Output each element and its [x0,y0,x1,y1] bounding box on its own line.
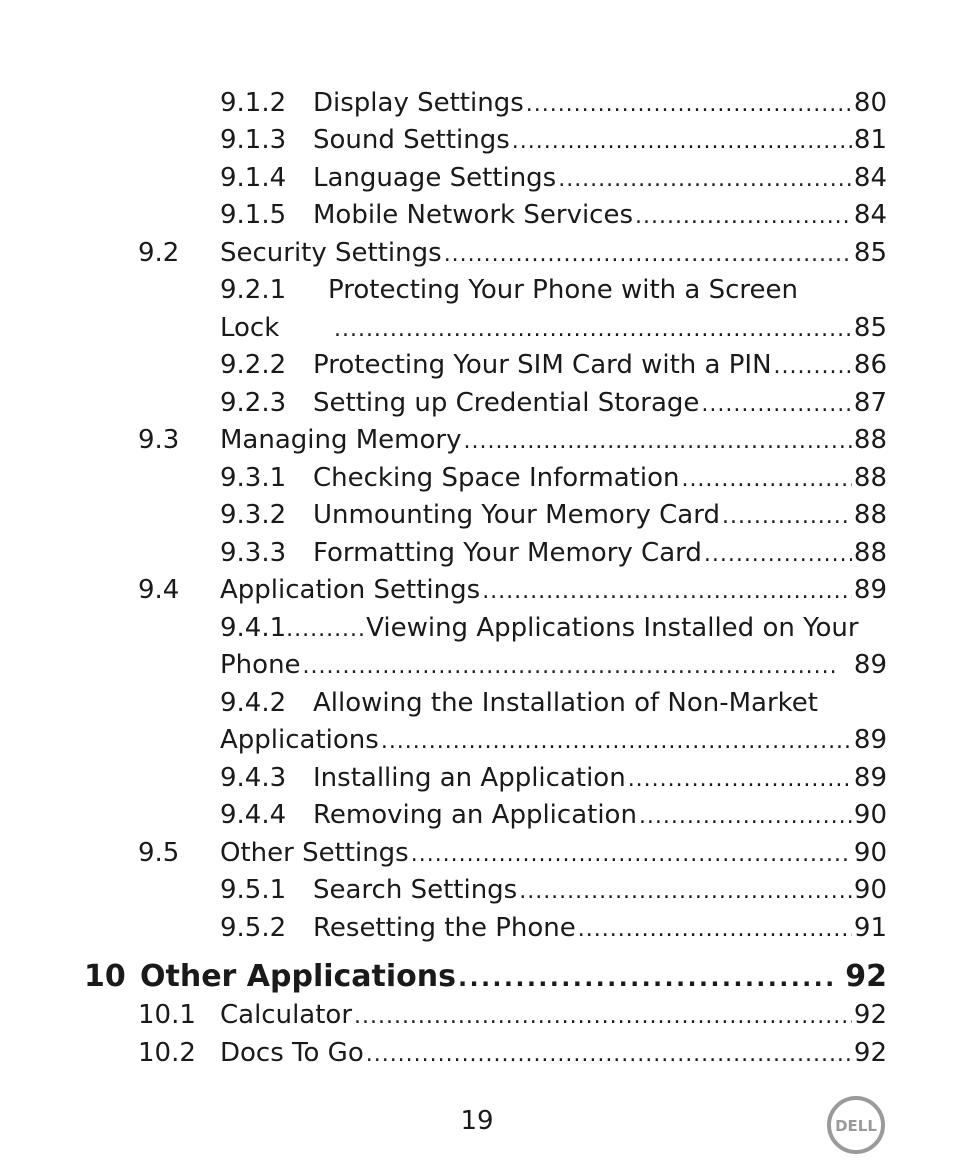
toc-entry-page: 92 [853,1038,887,1068]
toc-entry-number: 9.1.5 [220,200,287,230]
toc-entry-page: 89 [853,650,887,680]
toc-entry-10-1[interactable] [138,996,887,1034]
toc-entry-number: 9.1.3 [220,125,287,155]
toc-entry-9-1-3[interactable] [220,121,887,159]
toc-entry-number: 9.1.2 [220,88,287,118]
toc-entry-title: Checking Space Information [313,463,680,493]
toc-entry-page: 91 [853,913,887,943]
dell-logo-text: DELL [835,1117,877,1135]
toc-entry-number: 10.1 [138,1000,196,1030]
toc-entry-page: 85 [853,313,887,343]
toc-entry-title: Display Settings [313,88,524,118]
toc-entry-title: Search Settings [313,875,518,905]
toc-entry-title: Calculator [220,1000,353,1030]
toc-entry-number: 9.2.2 [220,350,287,380]
toc-dot-leader [411,834,852,874]
toc-entry-number: 9.2.1 [220,275,287,305]
toc-entry-page: 80 [853,88,887,118]
toc-entry-number: 9.4 [138,575,180,605]
toc-dot-leader [334,309,852,349]
toc-dot-leader [366,1034,852,1074]
dell-logo-icon [826,1095,886,1155]
toc-entry-9-4-1[interactable] [220,609,887,647]
toc-dot-leader [464,421,852,461]
toc-entry-page: 92 [853,1000,887,1030]
toc-entry-page: 86 [853,350,887,380]
toc-dot-leader [628,759,852,799]
toc-entry-number: 9.4.1 [220,613,287,643]
toc-dot-leader [526,84,852,124]
toc-dot-leader [704,534,852,574]
toc-entry-title: Viewing Applications Installed on Your [366,613,859,643]
toc-entry-title: Lock [220,313,280,343]
toc-entry-number: 9.5 [138,838,180,868]
toc-entry-number: 9.1.4 [220,163,287,193]
toc-dot-leader [639,796,852,836]
toc-entry-title: Managing Memory [220,425,462,455]
toc-entry-title: Resetting the Phone [313,913,576,943]
toc-dot-leader [512,121,852,161]
toc-chapter-10[interactable] [84,956,887,998]
toc-entry-page: 84 [853,163,887,193]
toc-entry-title: Formatting Your Memory Card [313,538,702,568]
toc-entry-9-1-4[interactable] [220,159,887,197]
toc-entry-9-5[interactable] [138,834,887,872]
toc-entry-9-2-3[interactable] [220,384,887,422]
toc-entry-title: Application Settings [220,575,481,605]
toc-entry-page: 87 [853,388,887,418]
toc-entry-9-4-2[interactable] [220,684,887,722]
toc-entry-9-4-4[interactable] [220,796,887,834]
toc-entry-page: 84 [853,200,887,230]
toc-entry-9-4-1-cont[interactable] [220,646,887,684]
toc-dot-leader [774,346,852,386]
toc-entry-number: 10.2 [138,1038,196,1068]
toc-dot-leader [354,996,852,1036]
toc-entry-page: 89 [853,575,887,605]
toc-entry-9-3[interactable] [138,421,887,459]
toc-dot-leader [635,196,852,236]
toc-entry-number: 9.2 [138,238,180,268]
toc-entry-page: 90 [853,838,887,868]
toc-entry-page: 90 [853,800,887,830]
toc-dot-leader [558,159,852,199]
toc-entry-page: 85 [853,238,887,268]
toc-entry-9-3-2[interactable] [220,496,887,534]
toc-entry-number: 9.5.1 [220,875,287,905]
toc-dot-leader [482,571,852,611]
toc-entry-title: Unmounting Your Memory Card [313,500,720,530]
toc-chapter-number: 10 [84,959,126,994]
toc-entry-page: 89 [853,763,887,793]
toc-entry-page: 88 [853,463,887,493]
toc-entry-title: Docs To Go [220,1038,364,1068]
toc-entry-page: 88 [853,500,887,530]
toc-dot-leader [722,496,852,536]
toc-entry-9-3-1[interactable] [220,459,887,497]
toc-entry-page: 88 [853,425,887,455]
toc-entry-9-3-3[interactable] [220,534,887,572]
toc-entry-number: 9.5.2 [220,913,287,943]
toc-entry-number: 9.2.3 [220,388,287,418]
toc-entry-10-2[interactable] [138,1034,887,1072]
toc-chapter-title: Other Applications [140,959,456,994]
toc-dot-leader [303,646,836,686]
toc-entry-number: 9.4.4 [220,800,287,830]
toc-entry-title: Other Settings [220,838,409,868]
toc-entry-number: 9.4.2 [220,688,287,718]
toc-entry-title: Language Settings [313,163,557,193]
toc-entry-number: 9.3.2 [220,500,287,530]
toc-entry-title: Setting up Credential Storage [313,388,700,418]
toc-entry-9-5-2[interactable] [220,909,887,947]
toc-entry-9-2[interactable] [138,234,887,272]
toc-entry-9-5-1[interactable] [220,871,887,909]
toc-entry-title: Mobile Network Services [313,200,634,230]
toc-dot-leader [286,609,366,649]
toc-entry-title: Protecting Your SIM Card with a PIN [313,350,772,380]
toc-entry-9-2-1-cont[interactable] [220,309,887,347]
toc-entry-page: 90 [853,875,887,905]
toc-chapter-page: 92 [845,959,887,994]
toc-entry-number: 9.3.3 [220,538,287,568]
toc-entry-page: 81 [853,125,887,155]
page-number: 19 [460,1106,494,1136]
toc-entry-9-1-2[interactable] [220,84,887,122]
toc-dot-leader [381,721,852,761]
toc-dot-leader [681,459,851,499]
toc-entry-title: Security Settings [220,238,442,268]
toc-entry-number: 9.4.3 [220,763,287,793]
toc-entry-title: Phone [220,650,301,680]
toc-entry-title: Protecting Your Phone with a Screen [328,275,798,305]
toc-entry-title: Sound Settings [313,125,510,155]
toc-entry-title: Removing an Application [313,800,637,830]
toc-dot-leader [444,234,852,274]
toc-entry-title: Installing an Application [313,763,626,793]
toc-dot-leader [578,909,852,949]
toc-entry-title: Applications [220,725,379,755]
toc-dot-leader [701,384,851,424]
toc-entry-number: 9.3.1 [220,463,287,493]
toc-entry-9-1-5[interactable] [220,196,887,234]
toc-dot-leader [519,871,852,911]
toc-entry-9-2-2[interactable] [220,346,887,384]
toc-entry-9-4-3[interactable] [220,759,887,797]
toc-entry-number: 9.3 [138,425,180,455]
toc-entry-title: Allowing the Installation of Non-Market [313,688,818,718]
toc-entry-page: 89 [853,725,887,755]
toc-entry-page: 88 [853,538,887,568]
toc-entry-9-4[interactable] [138,571,887,609]
toc-entry-9-2-1[interactable] [220,271,887,309]
toc-entry-9-4-2-cont[interactable] [220,721,887,759]
toc-dot-leader [458,956,835,999]
